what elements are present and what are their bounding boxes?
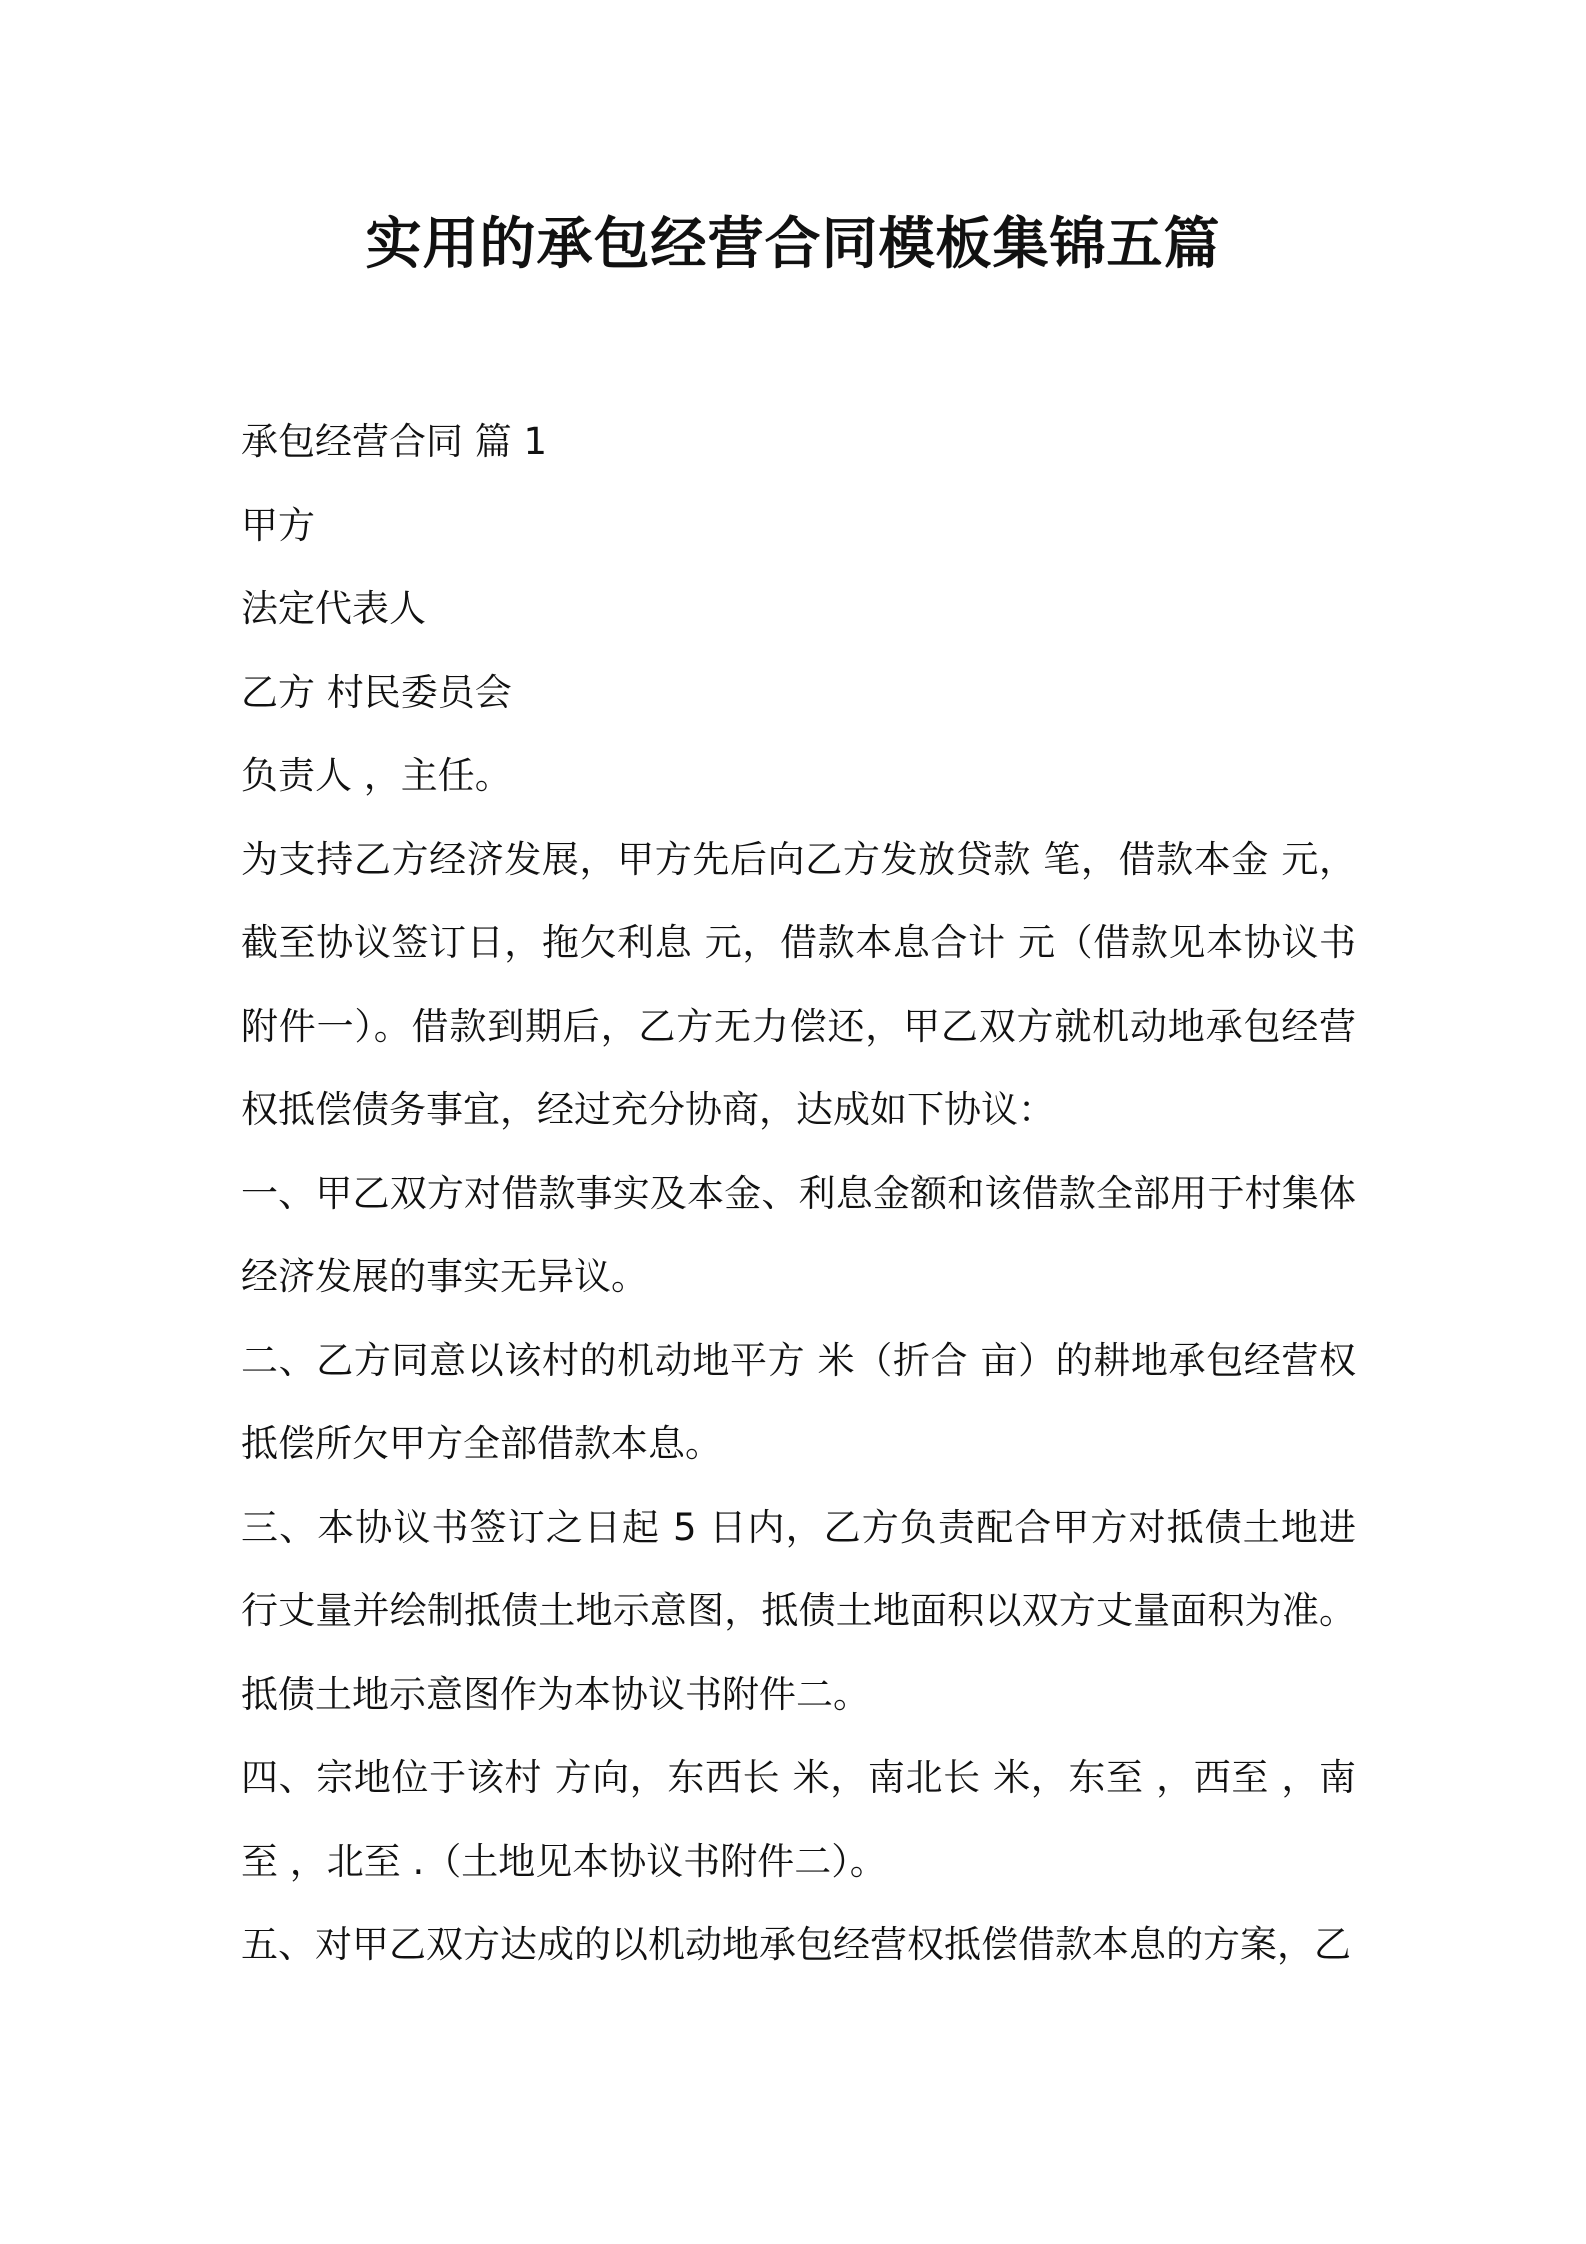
party-a-line: 甲方 (241, 503, 315, 547)
party-b-line: 乙方 村民委员会 (241, 670, 512, 714)
clause-4: 四、宗地位于该村 方向，东西长 米，南北长 米，东至 ，西至 ，南至 ，北至 .（土地见本协议书附件二）。 (241, 1756, 1356, 1883)
clause-1: 一、甲乙双方对借款事实及本金、利息金额和该借款全部用于村集体经济发展的事实无异议。 (241, 1171, 1356, 1298)
clause-3: 三、本协议书签订之日起 5 日内，乙方负责配合甲方对抵债土地进行丈量并绘制抵债土地示意图，抵债土地面积以双方丈量面积为准。抵债土地示意图作为本协议书附件二。 (241, 1505, 1356, 1716)
clause-2: 二、乙方同意以该村的机动地平方 米（折合 亩）的耕地承包经营权抵偿所欠甲方全部借款本息。 (241, 1338, 1356, 1465)
document-body (241, 400, 1356, 1987)
document-title: 实用的承包经营合同模板集锦五篇 (365, 212, 1221, 277)
intro-paragraph: 为支持乙方经济发展，甲方先后向乙方发放贷款 笔，借款本金 元，截至协议签订日，拖欠利息 元，借款本息合计 元（借款见本协议书附件一）。借款到期后，乙方无力偿还，甲乙双方就机动地承包经营权抵偿债务事宜，经过充分协商，达成如下协议： (241, 837, 1356, 1131)
clause-5: 五、对甲乙双方达成的以机动地承包经营权抵偿借款本息的方案，乙 (241, 1923, 1351, 1966)
responsible-person-line: 负责人 ，主任。 (241, 754, 512, 797)
section-heading: 承包经营合同 篇 1 (241, 420, 548, 463)
legal-representative-line: 法定代表人 (241, 587, 426, 630)
